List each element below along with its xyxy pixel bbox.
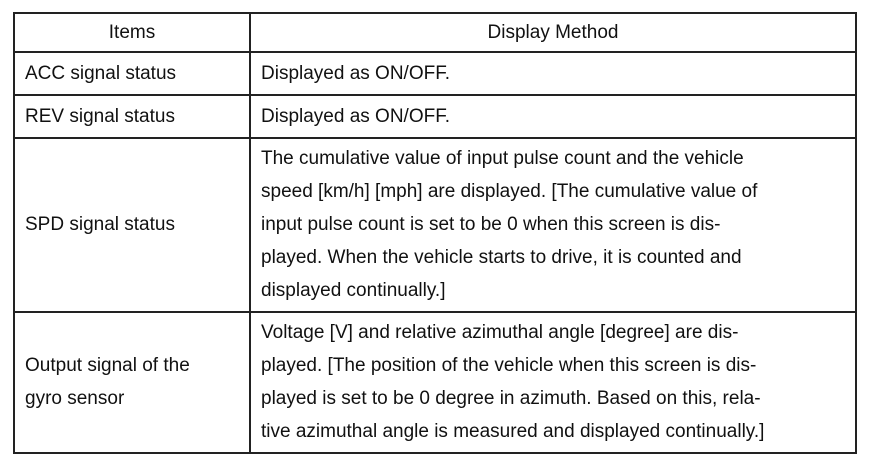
item-cell xyxy=(14,52,250,95)
method-line: played is set to be 0 degree in azimuth. Based on this, rela- xyxy=(261,388,761,409)
table-row xyxy=(14,95,856,138)
method-line: Voltage [V] and relative azimuthal angle [degree] are dis- xyxy=(261,322,739,343)
item-line: gyro sensor xyxy=(25,388,125,409)
method-line: displayed continually.] xyxy=(261,280,446,301)
method-line: The cumulative value of input pulse count and the vehicle xyxy=(261,148,744,169)
method-cell xyxy=(250,95,856,138)
table-row xyxy=(14,312,856,453)
item-text: ACC signal status xyxy=(25,63,177,84)
method-line: input pulse count is set to be 0 when this screen is dis- xyxy=(261,214,721,235)
method-cell xyxy=(250,312,856,453)
method-text: Displayed as ON/OFF. xyxy=(261,63,450,84)
item-text: REV signal status xyxy=(25,106,175,127)
table-row xyxy=(14,52,856,95)
table-row xyxy=(14,138,856,312)
item-line: Output signal of the xyxy=(25,355,190,376)
table-header-row xyxy=(14,13,856,52)
item-cell xyxy=(14,138,250,312)
header-items: Items xyxy=(14,13,250,52)
method-cell xyxy=(250,138,856,312)
item-cell xyxy=(14,95,250,138)
method-line: played. When the vehicle starts to drive, it is counted and xyxy=(261,247,742,268)
method-line: played. [The position of the vehicle when this screen is dis- xyxy=(261,355,757,376)
display-method-table xyxy=(13,12,857,454)
method-text: Displayed as ON/OFF. xyxy=(261,106,450,127)
item-cell xyxy=(14,312,250,453)
method-line: tive azimuthal angle is measured and displayed continually.] xyxy=(261,421,765,442)
header-display-method: Display Method xyxy=(250,13,856,52)
method-line: speed [km/h] [mph] are displayed. [The cumulative value of xyxy=(261,181,758,202)
method-cell xyxy=(250,52,856,95)
item-text: SPD signal status xyxy=(25,214,175,235)
